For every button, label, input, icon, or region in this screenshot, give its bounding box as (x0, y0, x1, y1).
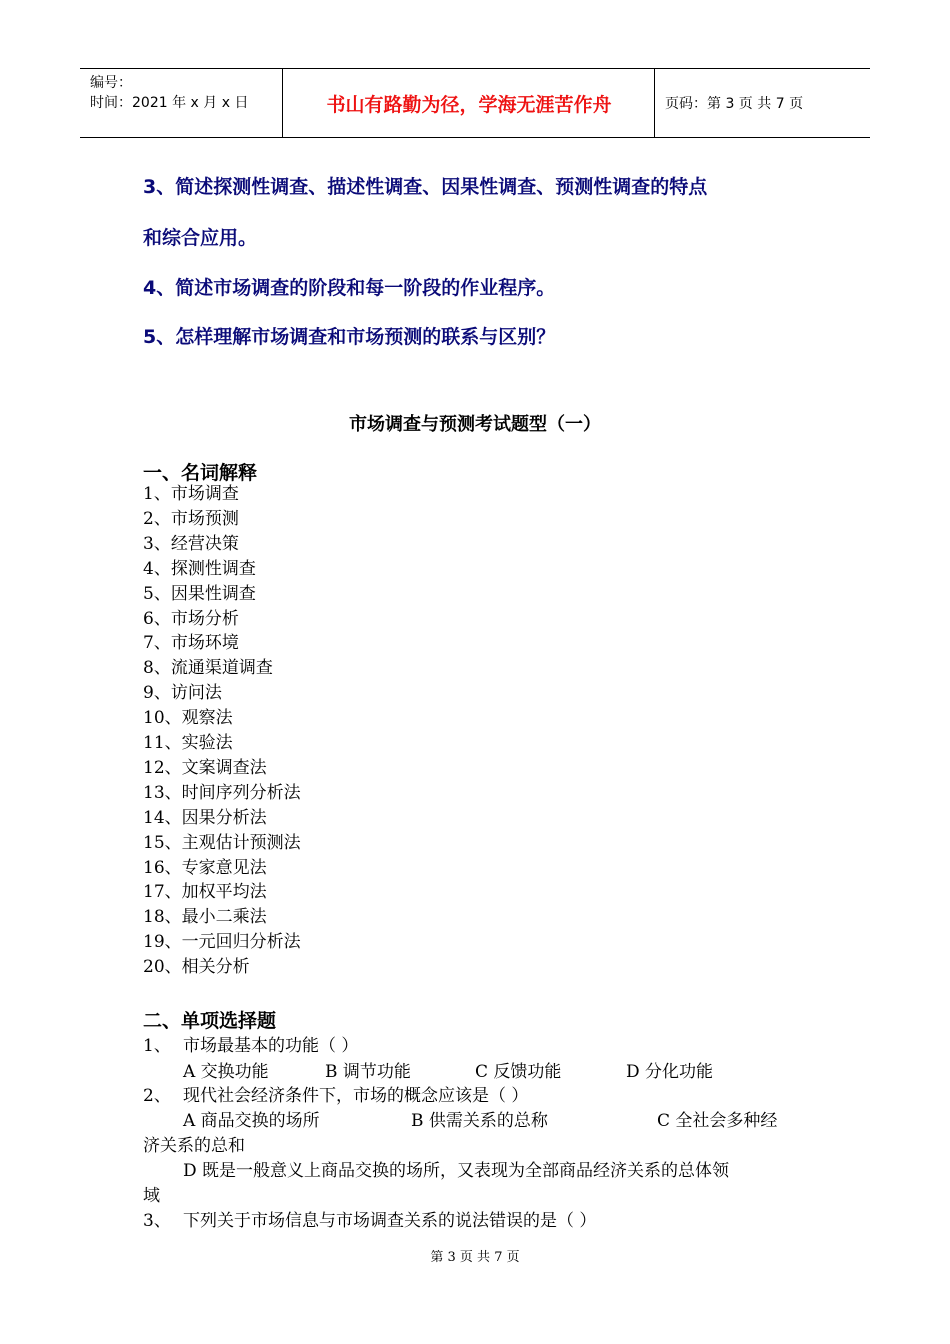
question-number: 3、 (143, 1211, 171, 1231)
essay-question: 4、简述市场调查的阶段和每一阶段的作业程序。 (143, 277, 556, 299)
term-item: 8、流通渠道调查 (143, 658, 273, 679)
option-c-continued: 济关系的总和 (143, 1136, 245, 1156)
term-item: 1、市场调查 (143, 484, 239, 504)
option-b: B 调节功能 (325, 1062, 411, 1082)
option-b: B 供需关系的总称 (411, 1111, 548, 1131)
option-c: C 全社会多种经 (657, 1111, 778, 1131)
exam-title: 市场调查与预测考试题型（一） (349, 414, 601, 435)
header-page-info: 页码：第 3 页 共 7 页 (665, 96, 804, 112)
term-item: 9、访问法 (143, 683, 222, 704)
term-item: 5、因果性调查 (143, 583, 256, 604)
term-item: 11、实验法 (143, 733, 233, 753)
option-a: A 商品交换的场所 (183, 1111, 320, 1131)
term-item: 17、加权平均法 (143, 882, 267, 903)
header-meta (90, 73, 248, 113)
question-stem: 现代社会经济条件下，市场的概念应该是（ ） (183, 1086, 529, 1106)
term-item: 10、观察法 (143, 708, 233, 729)
time-label: 时间：2021 年 x 月 x 日 (90, 95, 249, 111)
question-number: 1、 (143, 1036, 171, 1056)
option-d: D 分化功能 (626, 1062, 714, 1082)
page-footer: 第 3 页 共 7 页 (430, 1250, 520, 1265)
term-item: 15、主观估计预测法 (143, 832, 301, 853)
term-item: 6、市场分析 (143, 608, 239, 629)
essay-question: 3、简述探测性调查、描述性调查、因果性调查、预测性调查的特点 (143, 176, 708, 198)
question-number: 2、 (143, 1086, 171, 1106)
number-label: 编号： (90, 75, 132, 91)
section-heading: 二、单项选择题 (143, 1010, 277, 1032)
term-item: 2、市场预测 (143, 508, 239, 529)
page-header (80, 68, 870, 138)
option-a: A 交换功能 (183, 1062, 269, 1082)
term-item: 20、相关分析 (143, 957, 250, 978)
term-item: 4、探测性调查 (143, 558, 256, 579)
option-c: C 反馈功能 (475, 1062, 562, 1082)
term-item: 16、专家意见法 (143, 857, 267, 878)
question-stem: 市场最基本的功能（ ） (183, 1036, 359, 1056)
term-item: 13、时间序列分析法 (143, 782, 301, 803)
term-item: 3、经营决策 (143, 533, 239, 554)
option-d: D 既是一般意义上商品交换的场所，又表现为全部商品经济关系的总体领 (183, 1161, 730, 1181)
question-stem: 下列关于市场信息与市场调查关系的说法错误的是（ ） (183, 1211, 597, 1231)
essay-question: 5、怎样理解市场调查和市场预测的联系与区别？ (143, 326, 556, 348)
term-item: 12、文案调查法 (143, 757, 267, 778)
term-item: 18、最小二乘法 (143, 907, 267, 928)
option-d-continued: 域 (143, 1186, 160, 1206)
header-motto: 书山有路勤为径，学海无涯苦作舟 (326, 93, 612, 116)
essay-question-continued: 和综合应用。 (143, 227, 258, 249)
section-heading: 一、名词解释 (143, 462, 258, 484)
term-item: 19、一元回归分析法 (143, 932, 301, 953)
term-item: 14、因果分析法 (143, 807, 267, 828)
term-item: 7、市场环境 (143, 633, 239, 654)
